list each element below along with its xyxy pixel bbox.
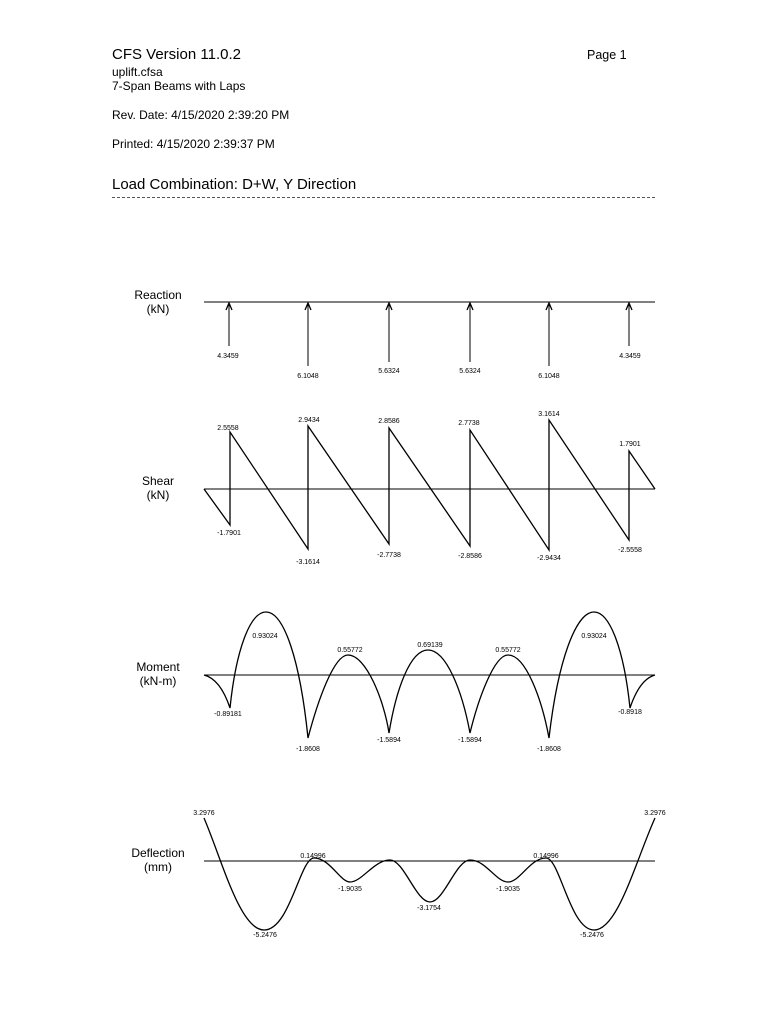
diagram-label: Moment: [136, 660, 180, 674]
reaction-value: 4.3459: [217, 353, 239, 360]
deflection-value: -1.9035: [496, 886, 520, 893]
reaction-value: 4.3459: [619, 353, 641, 360]
printed-date: Printed: 4/15/2020 2:39:37 PM: [112, 137, 275, 151]
diagram-label: Reaction: [134, 288, 182, 302]
shear-value: -1.7901: [217, 530, 241, 537]
deflection-curve: [204, 818, 655, 930]
moment-value: 0.93024: [252, 633, 278, 640]
diagram-unit: (kN): [146, 302, 170, 316]
rev-date: Rev. Date: 4/15/2020 2:39:20 PM: [112, 108, 290, 122]
shear-value: -2.5558: [618, 547, 642, 554]
shear-value: -2.7738: [377, 552, 401, 559]
deflection-value: 0.14996: [533, 853, 559, 860]
file-name: uplift.cfsa: [112, 65, 163, 79]
deflection-value: 0.14996: [300, 853, 326, 860]
moment-value: 0.69139: [417, 642, 443, 649]
moment-value: 0.55772: [337, 647, 363, 654]
reaction-value: 6.1048: [297, 373, 319, 380]
diagram-unit: (kN-m): [139, 674, 177, 688]
deflection-value: -5.2476: [580, 932, 604, 939]
moment-value: -1.5894: [377, 737, 401, 744]
app-title: CFS Version 11.0.2: [112, 46, 241, 63]
deflection-value: 3.2976: [644, 810, 666, 817]
moment-value: 0.55772: [495, 647, 521, 654]
diagram-unit: (kN): [146, 488, 170, 502]
project-title: 7-Span Beams with Laps: [112, 79, 246, 93]
shear-value: 2.7738: [458, 420, 480, 427]
load-combination-title: Load Combination: D+W, Y Direction: [112, 176, 357, 193]
shear-value: -3.1614: [296, 559, 320, 566]
shear-value: 2.8586: [378, 418, 400, 425]
reaction-value: 5.6324: [378, 368, 400, 375]
moment-value: 0.93024: [581, 633, 607, 640]
moment-value: -0.8918: [618, 709, 642, 716]
deflection-value: -1.9035: [338, 886, 362, 893]
moment-value: -1.8608: [296, 746, 320, 753]
deflection-value: -5.2476: [253, 932, 277, 939]
diagram-label: Shear: [141, 474, 175, 488]
deflection-value: -3.1754: [417, 905, 441, 912]
shear-value: -2.8586: [458, 553, 482, 560]
page-number: Page 1: [587, 48, 627, 62]
reaction-value: 6.1048: [538, 373, 560, 380]
shear-value: 2.5558: [217, 425, 239, 432]
shear-value: -2.9434: [537, 555, 561, 562]
shear-value: 3.1614: [538, 411, 560, 418]
shear-value: 1.7901: [619, 441, 641, 448]
diagram-label: Deflection: [131, 846, 185, 860]
moment-value: -1.8608: [537, 746, 561, 753]
diagram-unit: (mm): [144, 860, 172, 874]
moment-value: -0.89181: [214, 711, 242, 718]
reaction-value: 5.6324: [459, 368, 481, 375]
moment-value: -1.5894: [458, 737, 482, 744]
deflection-value: 3.2976: [193, 810, 215, 817]
shear-curve: [204, 420, 655, 550]
shear-value: 2.9434: [298, 417, 320, 424]
